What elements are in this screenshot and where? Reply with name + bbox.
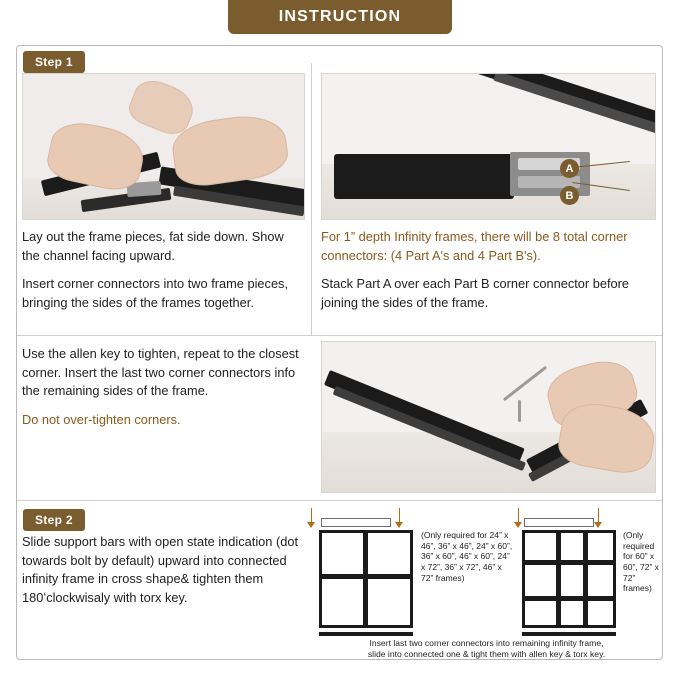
photo-corner-connector <box>321 73 656 220</box>
step2-body: Slide support bars with open state indication (dot towards bolt by default) upward into connected infinity frame in cross shape& tighten them 180ʻclockwisaly with torx key. <box>22 534 299 605</box>
divider-upper <box>17 335 662 336</box>
step1-right-text <box>321 228 651 312</box>
step1-tighten-p1: Use the allen key to tighten, repeat to the closest corner. Insert the last two corner connectors info the remaining sides of the frame. <box>22 346 299 399</box>
frame-diagram-right <box>522 530 616 628</box>
step2-text <box>22 533 307 607</box>
step1-tighten-text <box>22 345 307 429</box>
photo-frame-layout <box>22 73 305 220</box>
divider-lower <box>17 500 662 501</box>
step1-right-p2: Stack Part A over each Part B corner connector before joining the sides of the frame. <box>321 276 629 310</box>
step-2-badge: Step 2 <box>23 509 85 531</box>
page-title: INSTRUCTION <box>278 8 402 25</box>
support-bar-cap-left <box>321 518 391 527</box>
support-bar-cap-right <box>524 518 594 527</box>
instruction-banner <box>228 0 452 34</box>
diagram-note-right: (Only required for 60” x 60”, 72” x 72” frames) <box>623 530 659 594</box>
step1-tighten-warning: Do not over-tighten corners. <box>22 411 181 427</box>
column-divider <box>311 63 312 335</box>
step1-left-p1: Lay out the frame pieces, fat side down. Show the channel facing upward. <box>22 229 284 263</box>
callout-a: A <box>560 159 579 178</box>
step1-left-p2: Insert corner connectors into two frame pieces, bringing the sides of the frames together. <box>22 276 289 310</box>
diagram-note-left: (Only required for 24” x 46”, 36” x 46”, 24” x 60”, 36” x 60”, 46” x 60”, 24” x 72”, 36” x 72”, 46” x 72” frames) <box>421 530 513 583</box>
diagram-caption-line2: slide into connected one & tight them with allen key & torx key. <box>367 649 606 659</box>
step1-left-text <box>22 228 302 312</box>
photo-allen-key-tighten <box>321 341 656 493</box>
diagram-caption-line1: Insert last two corner connectors into remaining infinity frame, <box>369 638 604 648</box>
step2-diagram <box>311 508 662 659</box>
step1-right-p1: For 1” depth Infinity frames, there will be 8 total corner connectors: (4 Part A's and 4 Part B's). <box>321 229 628 263</box>
step-1-badge: Step 1 <box>23 51 85 73</box>
callout-b: B <box>560 186 579 205</box>
